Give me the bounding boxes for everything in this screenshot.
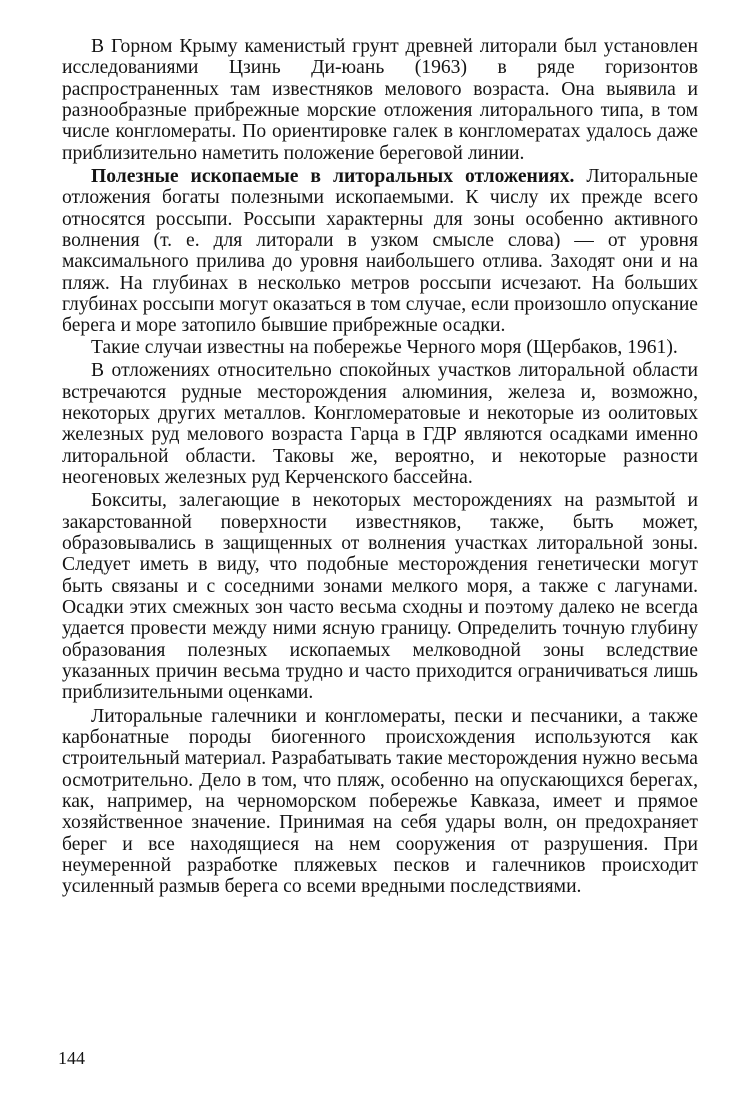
paragraph-ore-deposits	[62, 360, 698, 488]
paragraph-text: Такие случаи известны на побережье Черного моря (Щербаков, 1961).	[91, 336, 678, 358]
paragraph-minerals-intro	[62, 166, 698, 337]
section-heading: Полезные ископаемые в литоральных отложениях.	[91, 166, 575, 188]
paragraph-building-materials	[62, 706, 698, 898]
paragraph-text: В отложениях относительно спокойных участков литоральной области встречаются рудные месторождения алюминия, железа и, возможно, некоторых других металлов. Конгломератовые и некоторые из оолитовых железных руд мелового возраста Гарца в ГДР являются осадками именно литоральной области. Таковы же, вероятно, и некоторые разности неогеновых железных руд Керченского бассейна.	[62, 360, 698, 488]
paragraph-crimea-littoral	[62, 36, 698, 164]
paragraph-bauxites	[62, 490, 698, 703]
paragraph-text: Литоральные отложения богаты полезными ископаемыми. К числу их прежде всего относятся россыпи. Россыпи характерны для зоны особенно активного волнения (т. е. для литорали в узком смысле слова) — от уровня максимального прилива до уровня наибольшего отлива. Заходят они и на пляж. На глубинах в несколько метров россыпи исчезают. На больших глубинах россыпи могут оказаться в том случае, если произошло опускание берега и море затопило бывшие прибрежные осадки.	[62, 166, 698, 337]
paragraph-text: Литоральные галечники и конгломераты, пески и песчаники, а также карбонатные породы биогенного происхождения используются как строительный материал. Разрабатывать такие месторождения нужно весьма осмотрительно. Дело в том, что пляж, особенно на опускающихся берегах, как, например, на черноморском побережье Кавказа, имеет и прямое хозяйственное значение. Принимая на себя удары волн, он предохраняет берег и все находящиеся на нем сооружения от разрушения. При неумеренной разработке пляжевых песков и галечников происходит усиленный размыв берега со всеми вредными последствиями.	[62, 705, 698, 898]
paragraph-text: Бокситы, залегающие в некоторых месторождениях на размытой и закарстованной поверхности известняков, также, быть может, образовывались в защищенных от волнения участках литоральной зоны. Следует иметь в виду, что подобные месторождения генетически могут быть связаны и с соседними зонами мелкого моря, а также с лагунами. Осадки этих смежных зон часто весьма сходны и поэтому далеко не всегда удается провести между ними ясную границу. Определить точную глубину образования полезных ископаемых мелководной зоны вследствие указанных причин весьма трудно и часто приходится ограничиваться лишь приблизительными оценками.	[62, 490, 698, 704]
page-body	[62, 36, 698, 898]
paragraph-text: В Горном Крыму каменистый грунт древней литорали был установлен исследованиями Цзинь Ди-юань (1963) в ряде горизонтов распространенных там известняков мелового возраста. Она выявила и разнообразные прибрежные морские отложения литорального типа, в том числе конгломераты. По ориентировке галек в конгломератах удалось даже приблизительно наметить положение береговой линии.	[62, 36, 698, 164]
paragraph-black-sea	[62, 337, 698, 358]
page-number: 144	[58, 1048, 85, 1068]
